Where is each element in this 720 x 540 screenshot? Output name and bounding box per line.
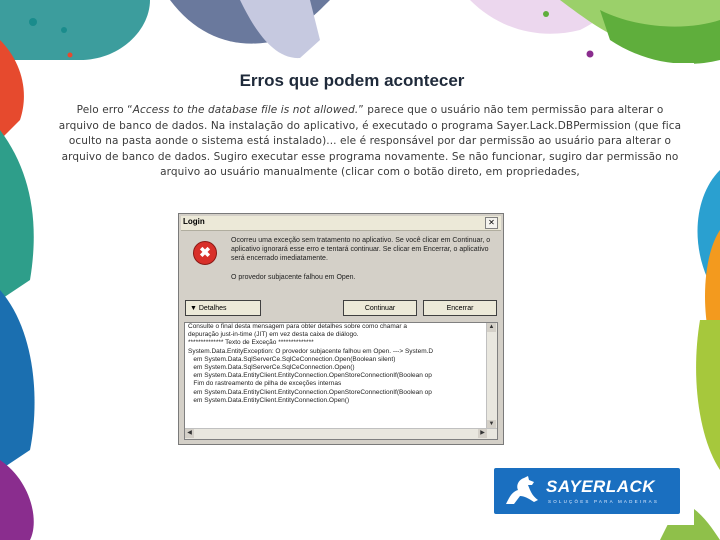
continue-button[interactable]: Continuar bbox=[343, 300, 417, 316]
scroll-right-icon[interactable]: ▶ bbox=[478, 429, 487, 438]
scroll-down-icon[interactable]: ▼ bbox=[488, 421, 495, 427]
paragraph-body: ” parece que o usuário não tem permissão para alterar o arquivo de banco de dados. Na instalação do aplicativo, é executado o programa Sayer.Lack.DBPermission (que fica oculto na pasta aonde o sistema está instalado)... ele é responsável por dar permissão ao usuário para alterar o arquivo de banco de dados. Sugiro executar esse programa novamente. Se não funcionar, sugiro dar permissão no arquivo ao usuário manualmente (clicar com o botão direto, em propriedades, bbox=[58, 104, 682, 178]
slide-paragraph bbox=[56, 103, 684, 181]
dialog-message: Ocorreu uma exceção sem tratamento no aplicativo. Se você clicar em Continuar, o aplicativo ignorará esse erro e tentará continuar. Se clicar em Encerrar, o aplicativo será encerrado imediatamente. bbox=[231, 237, 491, 262]
horizontal-scrollbar[interactable] bbox=[185, 428, 497, 439]
details-line: em System.Data.SqlServerCe.SqlCeConnection.Open() bbox=[188, 364, 355, 372]
details-line: Consulte o final desta mensagem para obter detalhes sobre como chamar a bbox=[188, 323, 407, 330]
scroll-left-icon[interactable]: ◀ bbox=[185, 429, 194, 438]
scroll-up-icon[interactable]: ▲ bbox=[488, 324, 495, 330]
details-line: depuração just-in-time (JIT) em vez desta caixa de diálogo. bbox=[188, 331, 359, 339]
logo-tagline: SOLUÇÕES PARA MADEIRAS bbox=[548, 499, 660, 504]
details-line: em System.Data.EntityClient.EntityConnection.Open() bbox=[188, 396, 350, 404]
details-line: em System.Data.SqlServerCe.SqlCeConnection.Open(Boolean silent) bbox=[188, 355, 396, 363]
logo-brand: SAYERLACK bbox=[546, 477, 656, 496]
error-icon: ✖ bbox=[193, 241, 217, 265]
close-icon[interactable]: ✕ bbox=[485, 217, 498, 229]
quit-button[interactable]: Encerrar bbox=[423, 300, 497, 316]
details-line: Fim do rastreamento de pilha de exceções internas bbox=[188, 380, 342, 388]
sayerlack-logo bbox=[494, 468, 680, 514]
exception-details-textbox[interactable] bbox=[184, 322, 498, 440]
dialog-title: Login bbox=[183, 217, 205, 226]
details-line: em System.Data.EntityClient.EntityConnection.OpenStoreConnectionIf(Boolean op bbox=[188, 388, 432, 396]
details-line: System.Data.EntityException: O provedor subjacente falhou em Open. ---> System.D bbox=[188, 347, 434, 355]
details-button[interactable]: ▼ Detalhes bbox=[185, 300, 261, 316]
dialog-message-detail: O provedor subjacente falhou em Open. bbox=[231, 274, 356, 281]
vertical-scrollbar[interactable] bbox=[486, 323, 497, 429]
slide-title: Erros que podem acontecer bbox=[239, 71, 465, 90]
login-error-dialog-screenshot bbox=[178, 213, 504, 445]
paragraph-intro: Pelo erro “ bbox=[76, 104, 133, 116]
details-line: em System.Data.EntityClient.EntityConnection.OpenStoreConnectionIf(Boolean op bbox=[188, 372, 432, 380]
details-line: ************** Texto de Exceção ************** bbox=[188, 339, 314, 347]
dialog-titlebar bbox=[181, 216, 501, 231]
horse-icon bbox=[502, 474, 542, 508]
error-quote: Access to the database file is not allowed. bbox=[132, 104, 359, 116]
